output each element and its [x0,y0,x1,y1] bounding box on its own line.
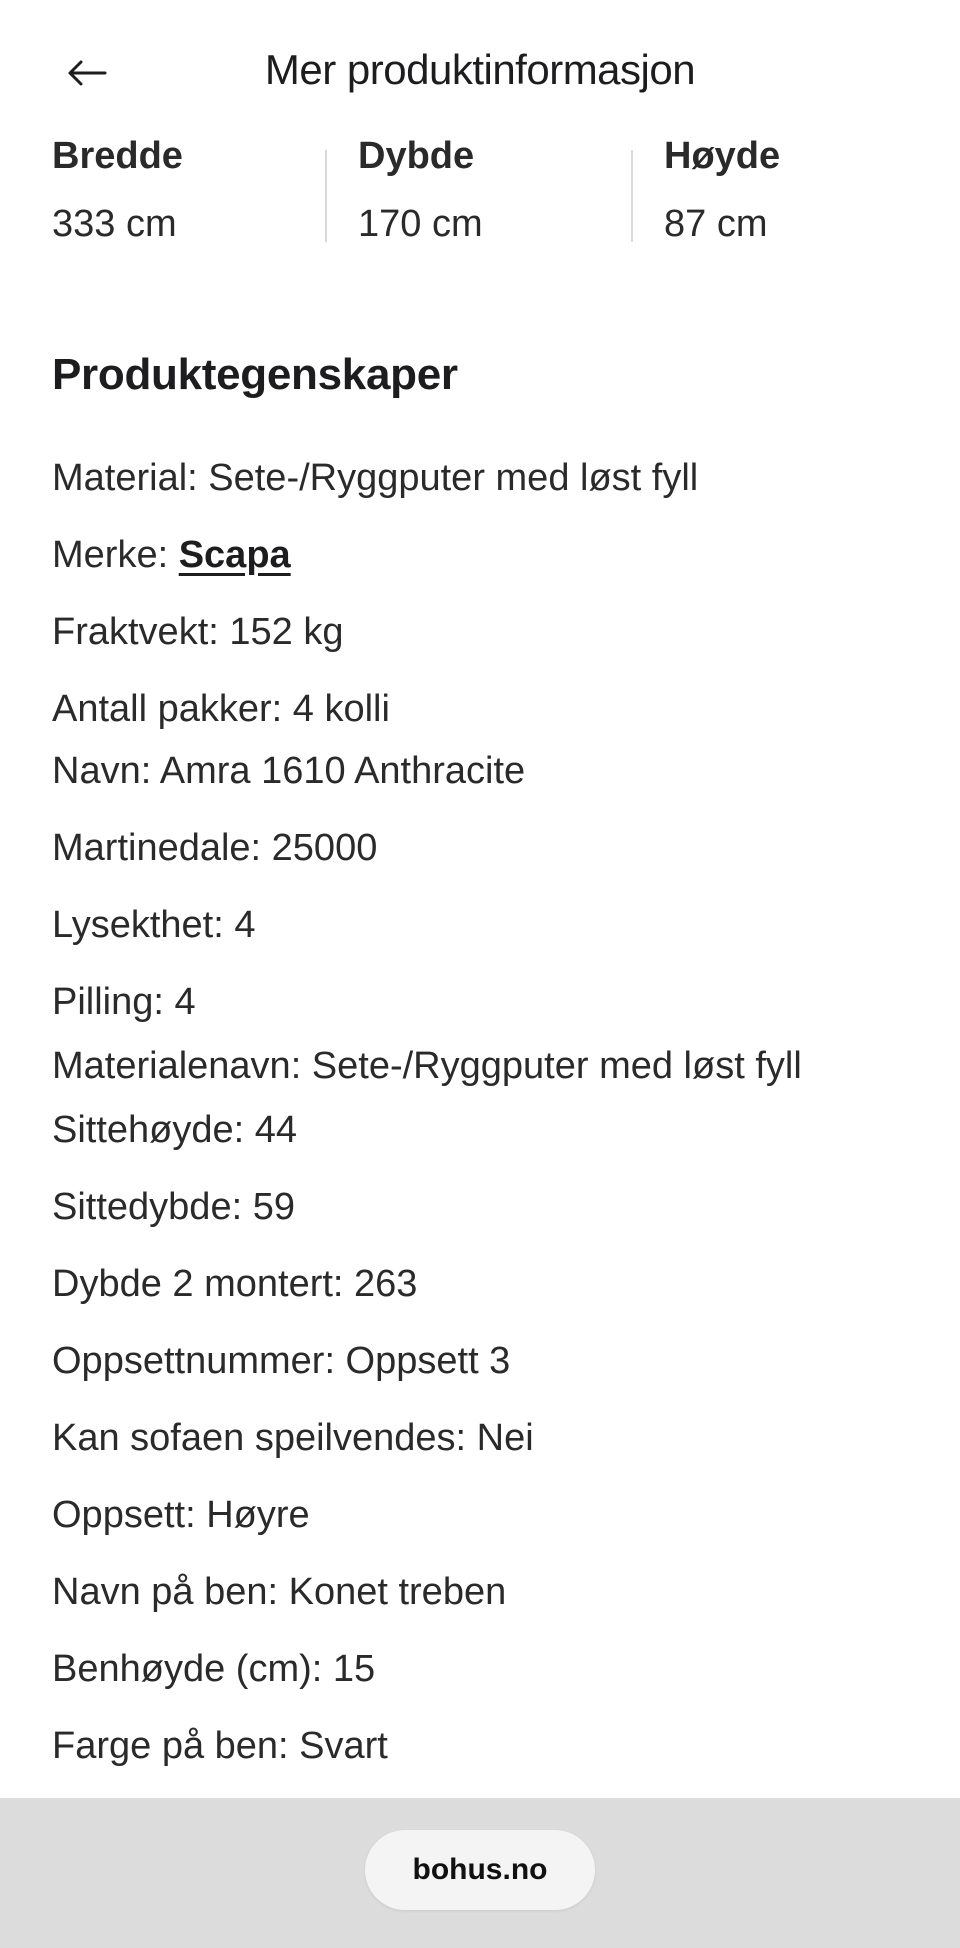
dimension-label: Høyde [664,135,781,177]
url-bar[interactable]: bohus.no [365,1830,595,1910]
section-title-product-properties: Produktegenskaper [52,350,458,399]
dimension-height [664,130,944,250]
property-configuration-number: Oppsettnummer: Oppsett 3 [52,1340,511,1382]
property-brand [52,529,932,581]
property-lightfastness: Lysekthet: 4 [52,904,256,946]
property-configuration: Oppsett: Høyre [52,1494,310,1536]
divider [325,150,327,242]
property-pilling: Pilling: 4 [52,981,196,1023]
header [0,0,960,140]
dimension-value: 87 cm [664,203,768,245]
property-leg-height: Benhøyde (cm): 15 [52,1648,376,1690]
property-package-count: Antall pakker: 4 kolli [52,688,390,730]
property-depth-2-assembled: Dybde 2 montert: 263 [52,1263,418,1305]
product-properties-list [52,452,932,1772]
divider [631,150,633,242]
dimension-value: 170 cm [358,203,483,245]
dimension-value: 333 cm [52,203,177,245]
property-leg-color: Farge på ben: Svart [52,1725,388,1767]
page-title: Mer produktinformasjon [264,46,696,93]
property-martindale: Martinedale: 25000 [52,827,378,869]
dimension-label: Bredde [52,135,183,177]
browser-bottom-bar [0,1798,960,1948]
property-material-name: Materialenavn: Sete-/Ryggputer med løst fyll [52,1045,802,1087]
property-material: Material: Sete-/Ryggputer med løst fyll [52,457,699,499]
property-seat-height: Sittehøyde: 44 [52,1109,298,1151]
property-seat-depth: Sittedybde: 59 [52,1186,295,1228]
property-mirrorable: Kan sofaen speilvendes: Nei [52,1417,534,1459]
property-fabric-name: Navn: Amra 1610 Anthracite [52,750,526,792]
brand-link[interactable]: Scapa [178,534,291,576]
dimensions-row [0,130,960,250]
property-leg-name: Navn på ben: Konet treben [52,1571,507,1613]
dimension-depth [358,130,638,250]
property-shipping-weight: Fraktvekt: 152 kg [52,611,344,653]
property-brand-label: Merke: [52,534,179,576]
dimension-width [52,130,332,250]
dimension-label: Dybde [358,135,475,177]
